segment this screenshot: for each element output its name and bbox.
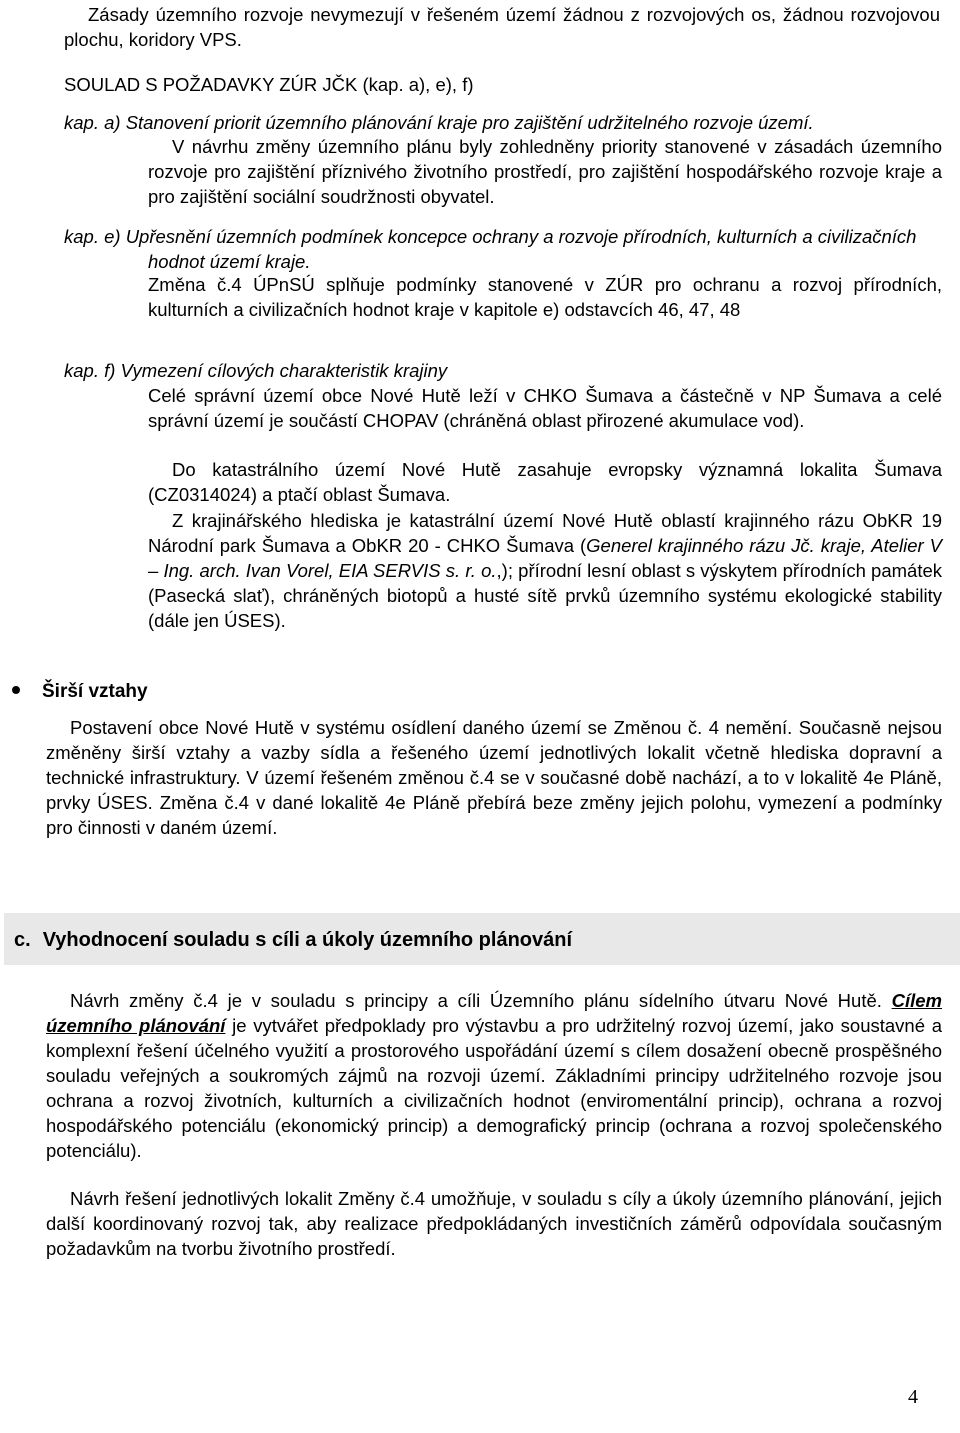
intro-paragraph: Zásady územního rozvoje nevymezují v řešeném území žádnou z rozvojových os, žádnou rozvojovou plochu, koridory VPS. xyxy=(64,4,940,50)
kap-f-text-2: Do katastrálního území Nové Hutě zasahuje evropsky významná lokalita Šumava (CZ0314024) a ptačí oblast Šumava. xyxy=(148,459,942,505)
c-p1a: Návrh změny č.4 je v souladu s principy a cíli Územního plánu sídelního útvaru Nové Hutě. xyxy=(70,990,882,1011)
kap-f-text-3a: Z krajinářského hlediska je katastrální území Nové Hutě oblastí krajinného rázu ObKR 19 Národní park Šumava a ObKR 20 - CHKO Šumava ( xyxy=(148,510,942,556)
kap-f-heading: kap. f) Vymezení cílových charakteristik krajiny xyxy=(64,360,448,381)
kap-f-text-1: Celé správní území obce Nové Hutě leží v CHKO Šumava a částečně v NP Šumava a celé správní území je součástí CHOPAV (chráněná oblast přirozené akumulace vod). xyxy=(148,385,942,431)
bullet-icon xyxy=(12,686,20,694)
kap-f-text-3b: ,); přírodní lesní oblast s výskytem přírodních památek (Pasecká slať), chráněných biotopů a husté sítě prvků územního systému ekologické stability (dále jen ÚSES). xyxy=(148,560,942,631)
kap-a-heading: kap. a) Stanovení priorit územního plánování kraje pro zajištění udržitelného rozvoje území. xyxy=(64,112,814,133)
sirsi-vztahy-text: Postavení obce Nové Hutě v systému osídlení daného území se Změnou č. 4 nemění. Současně nejsou změněny širší vztahy a vazby sídla a řešeného území jednotlivých lokalit včetně hlediska dopravní a technické infrastruktury. V území řešeném změnou č.4 se v současné době nachází, a to v lokalitě 4e Pláně, prvky ÚSES. Změna č.4 v dané lokalitě 4e Pláně přebírá beze změny jejich polohu, vymezení a podmínky pro činnosti v daném území. xyxy=(46,717,942,838)
section-c-paragraph-1 xyxy=(46,988,942,1163)
kap-e-heading: kap. e) Upřesnění územních podmínek koncepce ochrany a rozvoje přírodních, kulturních a civilizačních hodnot území kraje. xyxy=(64,226,917,272)
soulad-heading: SOULAD S POŽADAVKY ZÚR JČK (kap. a), e), f) xyxy=(64,74,474,95)
kap-e-text: Změna č.4 ÚPnSÚ splňuje podmínky stanovené v ZÚR pro ochranu a rozvoj přírodních, kulturních a civilizačních hodnot kraje v kapitole e) odstavcích 46, 47, 48 xyxy=(148,274,942,320)
section-c-header xyxy=(4,913,960,965)
sirsi-vztahy-heading xyxy=(12,679,148,704)
cilem-term: Cílem územního plánování xyxy=(46,990,943,1036)
generel-citation: Generel krajinného rázu Jč. kraje, Atelier V – Ing. arch. Ivan Vorel, EIA SERVIS s. r. o. xyxy=(148,535,942,581)
sirsi-vztahy-title: Širší vztahy xyxy=(42,681,148,702)
section-c-paragraph-2: Návrh řešení jednotlivých lokalit Změny č.4 umožňuje, v souladu s cíly a úkoly územního plánování, jejich další koordinovaný rozvoj tak, aby realizace předpokládaných investičních záměrů odpovídala současným požadavkům na tvorbu životního prostředí. xyxy=(46,1188,942,1259)
page-number: 4 xyxy=(908,1386,918,1408)
kap-a-text: V návrhu změny územního plánu byly zohledněny priority stanovené v zásadách územního rozvoje pro zajištění příznivého životního prostředí, pro zajištění hospodářského rozvoje kraje a pro zajištění sociální soudržnosti obyvatel. xyxy=(148,136,942,207)
section-c-title xyxy=(14,927,572,953)
kap-f-text-3 xyxy=(148,508,942,633)
section-c-letter: c. xyxy=(14,929,31,951)
section-c-title-text: Vyhodnocení souladu s cíli a úkoly územního plánování xyxy=(42,929,573,951)
c-p1b: je vytvářet předpoklady pro výstavbu a pro udržitelný rozvoj území, jako soustavné a komplexní řešení účelného využití a prostorového uspořádání území s cílem dosažení obecně prospěšného souladu veřejných a soukromých zájmů na rozvoji území. Základními principy udržitelného rozvoje jsou ochrana a rozvoj životních, kulturních a civilizačních hodnot (enviromentální princip), ochrana a rozvoj hospodářského potenciálu (ekonomický princip) a demografický princip (ochrana a rozvoj společenského potenciálu). xyxy=(46,1015,943,1161)
